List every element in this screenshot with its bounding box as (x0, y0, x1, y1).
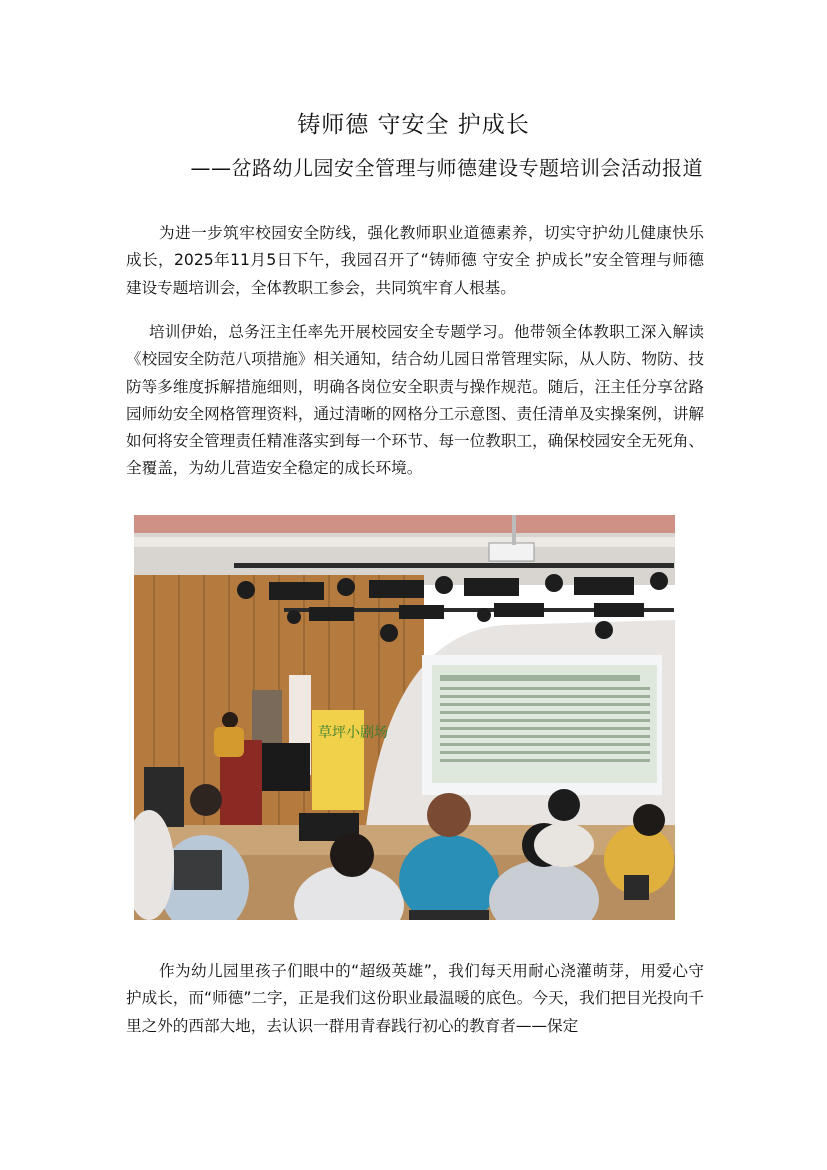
stage-banner-text: 草坪小剧场 (318, 725, 388, 741)
article-title: 铸师德 守安全 护成长 (297, 112, 530, 138)
paragraph-intro: 为进一步筑牢校园安全防线，强化教师职业道德素养，切实守护幼儿健康快乐成长，2025年11月5日下午，我园召开了“铸师德 守安全 护成长”安全管理与师德建设专题培训会，全体教职工参会，共同筑牢育人根基。 (126, 224, 704, 297)
paragraph-training: 培训伊始，总务汪主任率先开展校园安全专题学习。他带领全体教职工深入解读《校园安全防范八项措施》相关通知，结合幼儿园日常管理实际，从人防、物防、技防等多维度拆解措施细则，明确各岗位安全职责与操作规范。随后，汪主任分享岔路园师幼安全网格管理资料，通过清晰的网格分工示意图、责任清单及实操案例，讲解如何将安全管理责任精准落实到每一个环节、每一位教职工，确保校园安全无死角、全覆盖，为幼儿营造安全稳定的成长环境。 (126, 323, 704, 478)
paragraph-teacher-ethics: 作为幼儿园里孩子们眼中的“超级英雄”，我们每天用耐心浇灌萌芽，用爱心守护成长，而“师德”二字，正是我们这份职业最温暖的底色。今天，我们把目光投向千里之外的西部大地，去认识一群用青春践行初心的教育者——保定 (126, 962, 704, 1035)
training-session-photo (134, 515, 675, 920)
article-subtitle: ——岔路幼儿园安全管理与师德建设专题培训会活动报道 (190, 156, 703, 180)
